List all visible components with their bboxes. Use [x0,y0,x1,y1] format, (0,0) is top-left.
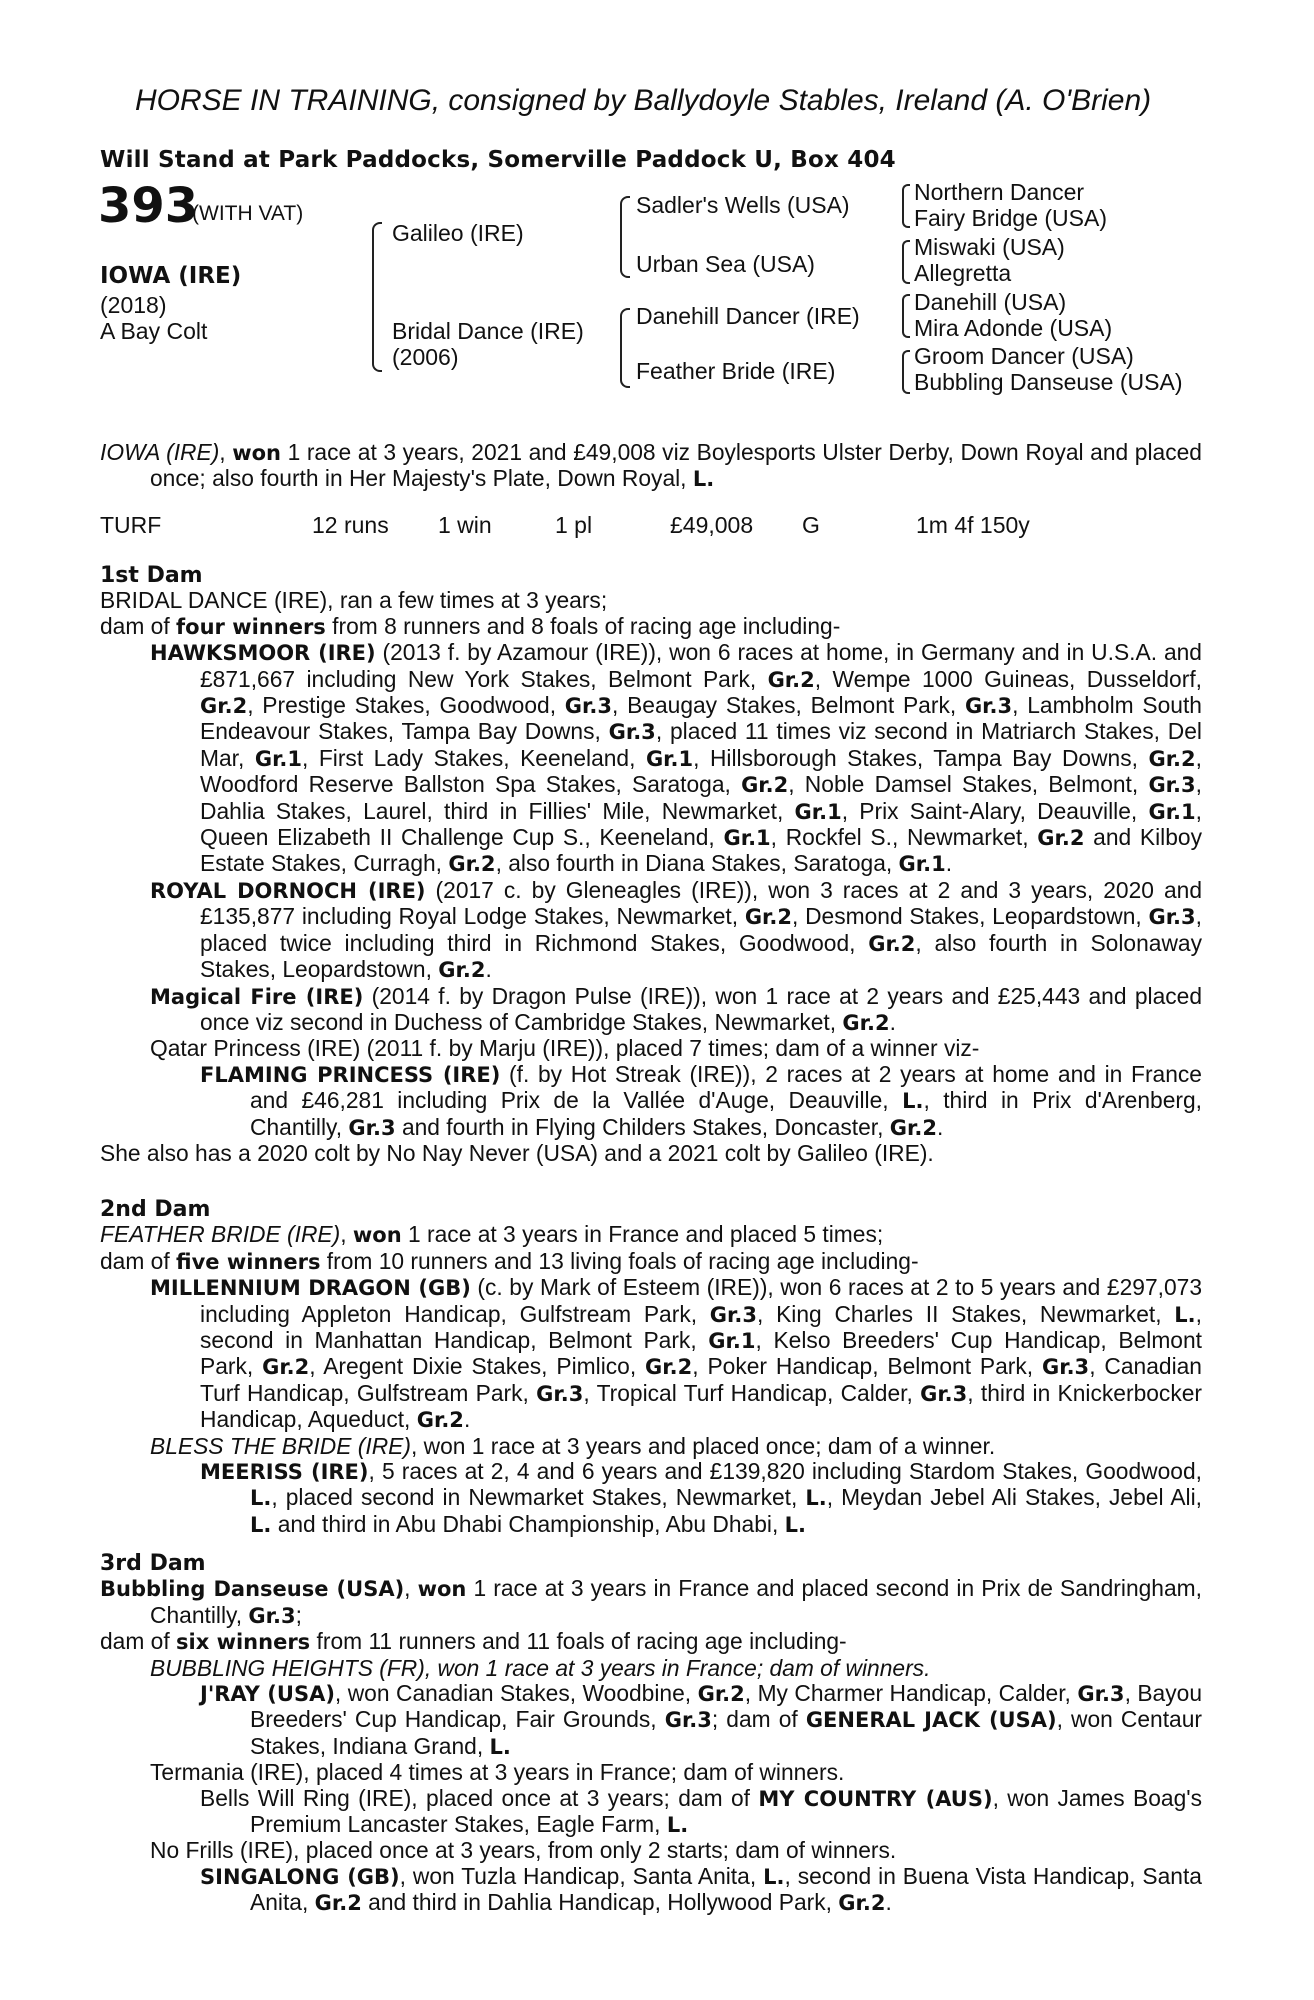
pedigree-brace [902,240,910,284]
pedigree-sdd: Allegretta [914,260,1012,286]
progeny-entry: BUBBLING HEIGHTS (FR), won 1 race at 3 years in France; dam of winners. [150,1654,931,1681]
third-dam-section [100,1551,1202,1917]
dam-line: BRIDAL DANCE (IRE), ran a few times at 3 years; [100,587,608,614]
turf-wins: 1 win [438,512,492,538]
winners-count: six winners [176,1630,311,1655]
progeny-entry [100,640,1202,878]
progeny-record: (f. by Hot Streak (IRE)), 2 races at 2 years at home and in France and £46,281 including Prix de la Vallée d'Auge, Deauville, L., third in Prix d'Arenberg, Chantilly, Gr.3 and fourth in Flying Childers Stakes, Doncaster, Gr.2. [250,1060,1202,1140]
pedigree-sire: Galileo (IRE) [392,220,524,246]
progeny-entry [100,1275,1202,1433]
pedigree-sds: Miswaki (USA) [914,234,1065,260]
turf-distance: 1m 4f 150y [916,512,1030,538]
progeny-record: (c. by Mark of Esteem (IRE)), won 6 races at 2 to 5 years and £297,073 including Appleton Handicap, Gulfstream Park, Gr.3, King Charles II Stakes, Newmarket, L., second in Manhattan Handicap, Belmont Park, Gr.1, Kelso Breeders' Cup Handicap, Belmont Park, Gr.2, Aregent Dixie Stakes, Pimlico, Gr.2, Poker Handicap, Belmont Park, Gr.3, Canadian Turf Handicap, Gulfstream Park, Gr.3, Tropical Turf Handicap, Calder, Gr.3, third in Knickerbocker Handicap, Aqueduct, Gr.2. [200,1274,1203,1433]
progeny-entry: Qatar Princess (IRE) (2011 f. by Marju (IRE)), placed 7 times; dam of a winner viz- [150,1035,980,1062]
pedigree-sire-dam: Urban Sea (USA) [636,251,815,277]
stand-location: Will Stand at Park Paddocks, Somerville Paddock U, Box 404 [100,147,896,173]
also-line: She also has a 2020 colt by No Nay Never (USA) and a 2021 colt by Galileo (IRE). [100,1139,934,1166]
lot-number: 393 [98,178,199,234]
dam-of-rest: from 10 runners and 13 living foals of racing age including- [320,1247,919,1274]
dam-of-line [100,614,1202,640]
pedigree-brace [902,184,910,228]
pedigree-brace [620,196,630,278]
dam-line: FEATHER BRIDE (IRE), won 1 race at 3 years in France and placed 5 times; [100,1221,884,1248]
first-dam-section [100,563,1202,1166]
progeny-record: (2017 c. by Gleneagles (IRE)), won 3 races at 2 and 3 years, 2020 and £135,877 including Royal Lodge Stakes, Newmarket, Gr.2, Desmond Stakes, Leopardstown, Gr.3, placed twice including third in Richmond Stakes, Goodwood, Gr.2, also fourth in Solonaway Stakes, Leopardstown, Gr.2. [200,876,1202,983]
section-heading: 2nd Dam [100,1197,211,1222]
section-heading: 3rd Dam [100,1551,206,1576]
progeny-name: MEERISS (IRE) [200,1460,369,1485]
progeny-name: ROYAL DORNOCH (IRE) [150,878,426,903]
grand-progeny-entry [100,1459,1202,1538]
progeny-record: (2013 f. by Azamour (IRE)), won 6 races at home, in Germany and in U.S.A. and £871,667 including New York Stakes, Belmont Park, Gr.2, Wempe 1000 Guineas, Dusseldorf, Gr.2, Prestige Stakes, Goodwood, Gr.3, Beaugay Stakes, Belmont Park, Gr.3, Lambholm South Endeavour Stakes, Tampa Bay Downs, Gr.3, placed 11 times viz second in Matriarch Stakes, Del Mar, Gr.1, First Lady Stakes, Keeneland, Gr.1, Hillsborough Stakes, Tampa Bay Downs, Gr.2, Woodford Reserve Ballston Spa Stakes, Saratoga, Gr.2, Noble Damsel Stakes, Belmont, Gr.3, Dahlia Stakes, Laurel, third in Fillies' Mile, Newmarket, Gr.1, Prix Saint-Alary, Deauville, Gr.1, Queen Elizabeth II Challenge Cup S., Keeneland, Gr.1, Rockfel S., Newmarket, Gr.2 and Kilboy Estate Stakes, Curragh, Gr.2, also fourth in Diana Stakes, Saratoga, Gr.1. [200,639,1203,877]
horse-name: IOWA (IRE) [100,263,242,289]
pedigree-dam-sire: Danehill Dancer (IRE) [636,303,860,329]
race-summary-text: IOWA (IRE), won 1 race at 3 years, 2021 and £49,008 viz Boylesports Ulster Derby, Down Royal and placed once; also fourth in Her Majesty's Plate, Down Royal, L. [100,439,1202,492]
horse-year: (2018) [100,292,167,318]
second-dam-section [100,1197,1202,1538]
pedigree-ddd: Bubbling Danseuse (USA) [914,369,1183,395]
vat-label: (WITH VAT) [192,202,304,225]
grand-progeny-entry: Bells Will Ring (IRE), placed once at 3 years; dam of MY COUNTRY (AUS), won James Boag's Premium Lancaster Stakes, Eagle Farm, L. [200,1784,1202,1838]
pedigree-brace [620,308,630,388]
pedigree-dam: Bridal Dance (IRE) [392,318,584,344]
grand-progeny-entry: SINGALONG (GB), won Tuzla Handicap, Santa Anita, L., second in Buena Vista Handicap, Santa Anita, Gr.2 and third in Dahlia Handicap, Hollywood Park, Gr.2. [200,1862,1202,1916]
race-summary [100,440,1202,493]
pedigree-brace [902,294,910,338]
grand-progeny-entry [100,1062,1202,1141]
progeny-record: , won 1 race at 3 years and placed once; dam of a winner. [410,1432,996,1459]
dam-name: FEATHER BRIDE (IRE) [100,1221,341,1248]
turf-placed: 1 pl [555,512,593,538]
progeny-name: Magical Fire (IRE) [150,984,364,1009]
horse-name-italic: IOWA (IRE) [100,439,220,465]
winners-count: four winners [176,614,326,639]
progeny-entry: Termania (IRE), placed 4 times at 3 years in France; dam of winners. [150,1759,845,1786]
summary-rest: 1 race at 3 years, 2021 and £49,008 viz Boylesports Ulster Derby, Down Royal and placed once; also fourth in Her Majesty's Plate, Down Royal, [150,439,1202,492]
dam-of-prefix: dam of [100,612,177,639]
pedigree-dam-dam: Feather Bride (IRE) [636,358,836,384]
dam-record: 1 race at 3 years in France and placed 5 times; [401,1221,884,1248]
grand-progeny-entry: J'RAY (USA), won Canadian Stakes, Woodbine, Gr.2, My Charmer Handicap, Calder, Gr.3, Bayou Breeders' Cup Handicap, Fair Grounds, Gr.3; dam of GENERAL JACK (USA), won Centaur Stakes, Indiana Grand, L. [200,1680,1202,1759]
pedigree-dam-year: (2006) [392,344,459,370]
progeny-name: BLESS THE BRIDE (IRE) [150,1432,411,1459]
pedigree-dss: Danehill (USA) [914,289,1067,315]
progeny-name: MILLENNIUM DRAGON (GB) [150,1276,471,1301]
progeny-entry [100,984,1202,1037]
won-label: won [232,441,281,465]
pedigree-brace [372,222,382,372]
pedigree-sss: Northern Dancer [914,179,1085,205]
dam-of-prefix: dam of [100,1247,177,1274]
dam-of-line [100,1629,1202,1655]
dam-line: Bubbling Danseuse (USA), won 1 race at 3 years in France and placed second in Prix de Sandringham, Chantilly, Gr.3; [100,1575,1202,1628]
dam-of-rest: from 11 runners and 11 foals of racing age including- [310,1628,847,1655]
section-heading: 1st Dam [100,563,203,588]
progeny-entry [100,1434,1202,1459]
progeny-record: , 5 races at 2, 4 and 6 years and £139,820 including Stardom Stakes, Goodwood, L., placed second in Newmarket Stakes, Newmarket, L., Meydan Jebel Ali Stakes, Jebel Ali, L. and third in Abu Dhabi Championship, Abu Dhabi, L. [250,1458,1202,1537]
dam-of-prefix: dam of [100,1628,177,1655]
turf-runs: 12 runs [312,512,389,538]
turf-label: TURF [100,512,162,538]
pedigree-ssd: Fairy Bridge (USA) [914,205,1107,231]
dam-of-line [100,1249,1202,1275]
horse-description: A Bay Colt [100,318,208,344]
won-label: won [352,1223,402,1248]
winners-count: five winners [176,1249,321,1274]
pedigree-sire-sire: Sadler's Wells (USA) [636,192,850,218]
progeny-entry [100,878,1202,984]
pedigree-dds: Groom Dancer (USA) [914,343,1134,369]
turf-going: G [802,512,820,538]
pedigree-brace [902,350,910,394]
turf-earnings: £49,008 [670,512,754,538]
pedigree-dsd: Mira Adonde (USA) [914,315,1113,341]
dam-of-rest: from 8 runners and 8 foals of racing age including- [325,612,841,639]
page-header-title: HORSE IN TRAINING, consigned by Ballydoyle Stables, Ireland (A. O'Brien) [135,84,1152,117]
progeny-name: HAWKSMOOR (IRE) [150,641,376,666]
progeny-name: FLAMING PRINCESS (IRE) [200,1062,501,1087]
listed-label: L. [692,467,715,492]
progeny-record: (2014 f. by Dragon Pulse (IRE)), won 1 race at 2 years and £25,443 and placed once viz second in Duchess of Cambridge Stakes, Newmarket, Gr.2. [200,982,1203,1035]
progeny-entry: No Frills (IRE), placed once at 3 years, from only 2 starts; dam of winners. [150,1837,897,1864]
